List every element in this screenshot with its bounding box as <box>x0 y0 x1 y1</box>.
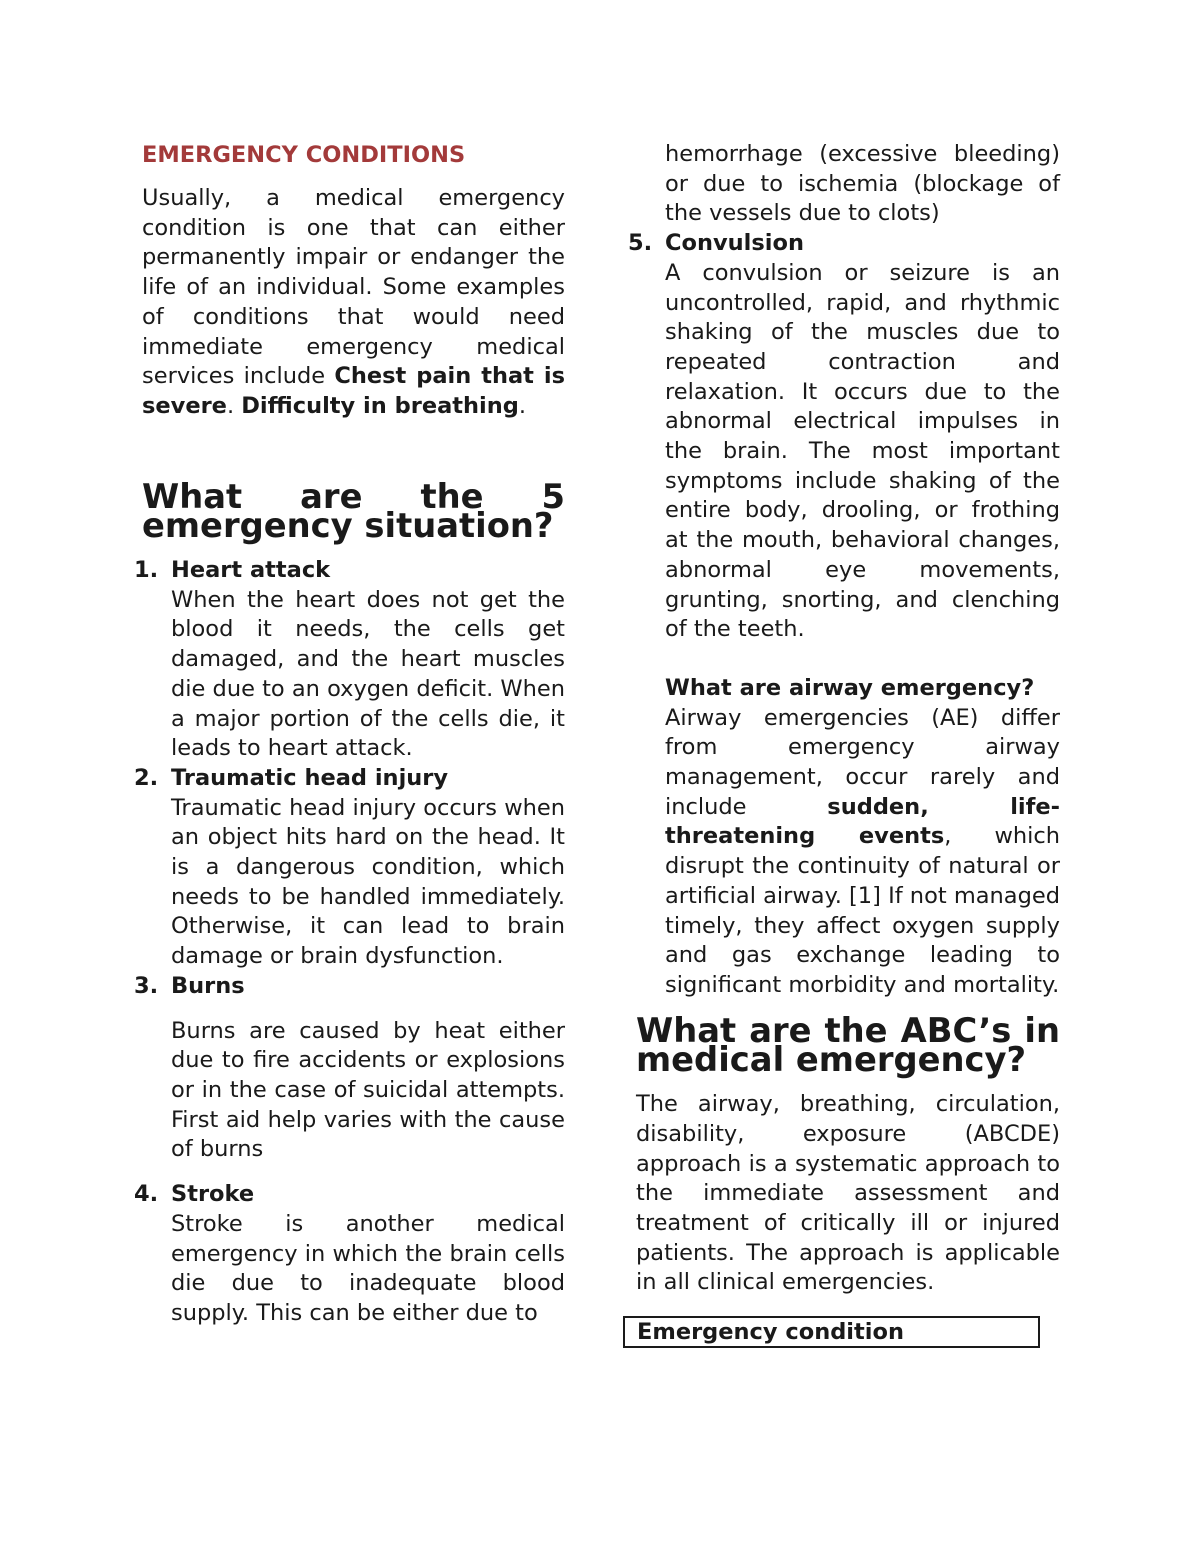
stroke-continuation-text: hemorrhage (excessive bleeding) or due to ischemia (blockage of the vessels due to clots) <box>665 141 1060 227</box>
list-item-text: Burns are caused by heat either due to fire accidents or explosions or in the case of suicidal attempts. First aid help varies with the cause of burns <box>171 1017 565 1163</box>
list-item-convulsion <box>623 229 1060 645</box>
list-item-title: Burns <box>171 972 245 999</box>
stroke-continuation <box>623 140 1060 229</box>
list-number: 2. <box>134 764 159 791</box>
airway-heading: What are airway emergency? <box>665 674 1035 701</box>
list-item-text: A convulsion or seizure is an uncontrolled, rapid, and rhythmic shaking of the muscles due to repeated contraction and relaxation. It occurs due to the abnormal electrical impulses in the brain. The most important symptoms include shaking of the entire body, drooling, or frothing at the mouth, behavioral changes, abnormal eye movements, grunting, snorting, and clenching of the teeth. <box>665 259 1060 643</box>
left-column <box>134 140 565 1329</box>
airway-bold: sudden, life-threatening events <box>665 793 1061 850</box>
list-item-text: When the heart does not get the blood it needs, the cells get damaged, and the heart muscles die due to an oxygen deficit. When a major portion of the cells die, it leads to heart attack. <box>171 586 565 762</box>
list-number: 4. <box>134 1181 159 1208</box>
list-item-text: Traumatic head injury occurs when an object hits hard on the head. It is a dangerous condition, which needs to be handled immediately. Otherwise, it can lead to brain damage or brain dysfunction. <box>171 794 565 970</box>
intro-bold-1: Chest pain that is severe <box>142 363 565 419</box>
airway-section <box>623 674 1060 1001</box>
airway-text-1: Airway emergencies (AE) differ from emergency airway management, occur rarely and include <box>665 704 1060 820</box>
list-number: 1. <box>134 557 159 584</box>
list-item-title: Traumatic head injury <box>171 764 449 791</box>
airway-text-2: , which disrupt the continuity of natural or artificial airway. [1] If not managed timely, they affect oxygen supply and gas exchange leading to significant morbidity and mortality. <box>665 823 1060 998</box>
list-item-text: Stroke is another medical emergency in which the brain cells die due to inadequate blood supply. This can be either due to <box>171 1210 565 1326</box>
list-number: 5. <box>628 230 653 257</box>
abc-heading: What are the ABC’s in medical emergency? <box>636 1010 1060 1080</box>
list-item-title: Stroke <box>171 1181 255 1208</box>
abc-paragraph: The airway, breathing, circulation, disability, exposure (ABCDE) approach is a systematic approach to the immediate assessment and treatment of critically ill or injured patients. The approach is applicable in all clinical emergencies. <box>636 1091 1060 1296</box>
list-number: 3. <box>134 972 159 999</box>
list-item-burns <box>134 972 565 1165</box>
right-column <box>623 140 1060 1348</box>
emergency-condition-box: Emergency condition <box>623 1316 1040 1348</box>
list-item-stroke <box>134 1180 565 1329</box>
list-item-title: Heart attack <box>171 557 331 584</box>
question-five-situations: What are the 5 emergency situation? <box>142 476 565 546</box>
list-item-head-injury <box>134 764 565 972</box>
page-title: EMERGENCY CONDITIONS <box>142 142 466 168</box>
intro-text-1: Usually, a medical emergency condition is one that can either permanently impair or endanger the life of an individual. Some examples of conditions that would need immediate emergency medical services include <box>142 185 565 390</box>
abc-section <box>623 1010 1060 1298</box>
list-item-heart-attack <box>134 556 565 764</box>
intro-paragraph <box>142 184 565 422</box>
intro-text-3: . <box>518 392 527 419</box>
list-item-title: Convulsion <box>665 230 804 257</box>
airway-paragraph <box>665 704 1060 1001</box>
intro-bold-2: Difficulty in breathing <box>241 392 519 419</box>
intro-text-2: . <box>226 392 242 419</box>
